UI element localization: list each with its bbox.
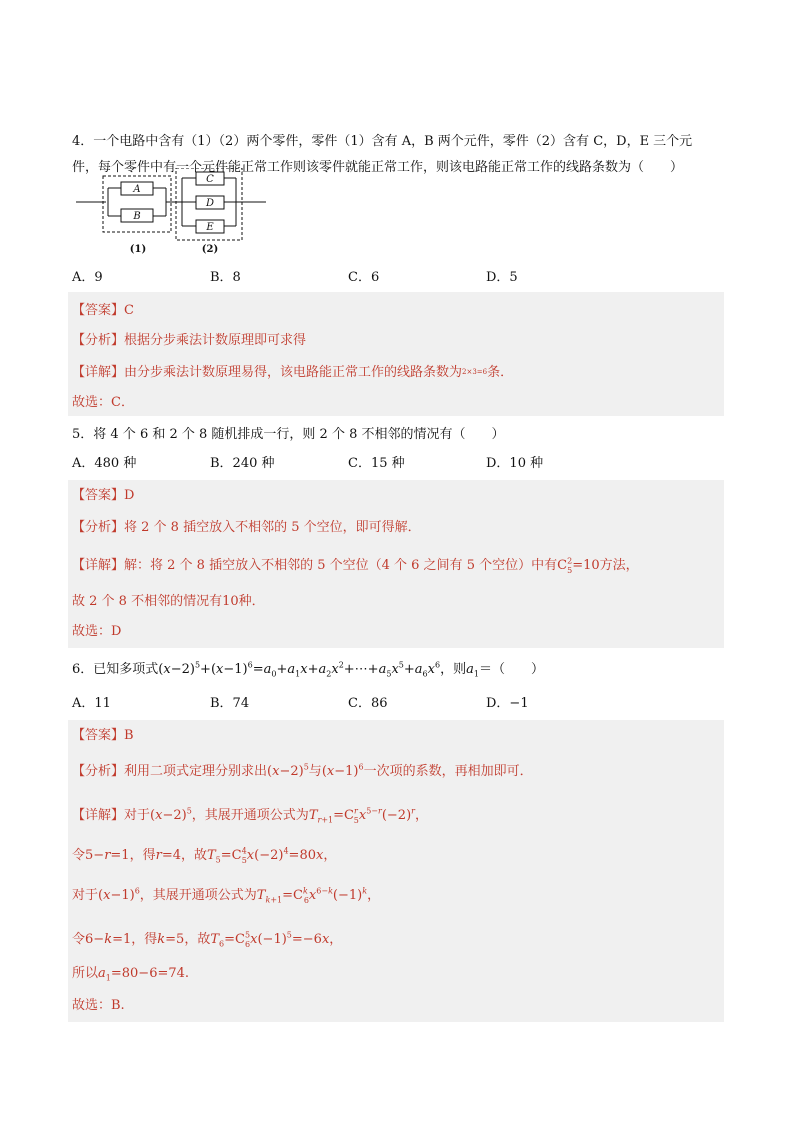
q4-option-a: A．9	[72, 270, 103, 285]
q6-option-d: D．−1	[486, 696, 529, 711]
q5-stem: 5．将 4 个 6 和 2 个 8 随机排成一行，则 2 个 8 不相邻的情况有（ ）	[72, 427, 505, 442]
q6-analysis: 【分析】利用二项式定理分别求出$(x-2)^5$与$(x-1)^6$一次项的系数，再相加即可．	[72, 762, 533, 779]
circuit-diagram	[76, 168, 276, 260]
q5-detail-line2: 故 2 个 8 不相邻的情况有10种．	[72, 594, 265, 609]
q6-detail-line1: 【详解】对于$(x-2)^5$，其展开通项公式为$T_{r+1}=C^r_5x^{5-r}(-2)^r$，	[72, 806, 428, 825]
q6-answer: 【答案】B	[72, 728, 134, 743]
q5-option-c: C．15 种	[348, 456, 405, 471]
q5-option-b: B．240 种	[210, 456, 275, 471]
q4-answer: 【答案】C	[72, 303, 134, 318]
q6-stem: 6．已知多项式$(x-2)^5+(x-1)^6=a_0+a_1x+a_2x^2+\cdots+a_5x^5+a_6x^6$，则$a_1=$（ ）	[72, 660, 544, 679]
circuit-part1-label: (1)	[129, 244, 147, 255]
q5-answer: 【答案】D	[72, 488, 135, 503]
q4-analysis: 【分析】根据分步乘法计数原理即可求得	[72, 333, 307, 348]
q6-detail-line3: 对于$(x-1)^6$，其展开通项公式为$T_{k+1}=C^k_6x^{6-k}(-1)^k$，	[72, 886, 381, 905]
q6-option-c: C．86	[348, 696, 388, 711]
q5-option-a: A．480 种	[72, 456, 137, 471]
q6-detail-line2: 令5−r=1，得r=4，故$T_5=C^4_5x(-2)^4=80x$，	[72, 846, 337, 865]
q4-stem-line2: 件，每个零件中有一个元件能正常工作则该零件就能正常工作，则该电路能正常工作的线路条数为（ ）	[72, 160, 684, 175]
circuit-label-d: D	[205, 198, 215, 209]
circuit-label-a: A	[133, 184, 141, 195]
q6-option-a: A．11	[72, 696, 111, 711]
q5-option-d: D．10 种	[486, 456, 544, 471]
q4-option-b: B．8	[210, 270, 241, 285]
q6-choice: 故选：B.	[72, 998, 125, 1013]
q6-option-b: B．74	[210, 696, 250, 711]
q6-detail-line4: 令6−k=1，得k=5，故$T_6=C^5_6x(-1)^5=-6x$，	[72, 930, 343, 949]
q5-detail: 【详解】解：将 2 个 8 插空放入不相邻的 5 个空位（4 个 6 之间有 5 个空位）中有$C^2_5=10$方法，	[72, 556, 639, 575]
q4-option-d: D．5	[486, 270, 518, 285]
q5-choice: 故选：D	[72, 624, 122, 639]
q5-analysis: 【分析】将 2 个 8 插空放入不相邻的 5 个空位，即可得解．	[72, 520, 421, 535]
q6-detail-line5: 所以$a_1=80-6=74$.	[72, 966, 190, 983]
q4-stem-line1: 4．一个电路中含有（1）（2）两个零件，零件（1）含有 A，B 两个元件，零件（2）含有 C，D，E 三个元	[72, 134, 693, 149]
circuit-label-e: E	[206, 222, 214, 233]
circuit-part2-label: (2)	[201, 244, 219, 255]
q4-choice: 故选：C．	[72, 395, 134, 410]
circuit-label-b: B	[133, 211, 141, 222]
q4-detail: 【详解】由分步乘法计数原理易得，该电路能正常工作的线路条数为2×3=6条．	[72, 365, 514, 380]
circuit-label-c: C	[206, 174, 214, 185]
q4-option-c: C．6	[348, 270, 380, 285]
